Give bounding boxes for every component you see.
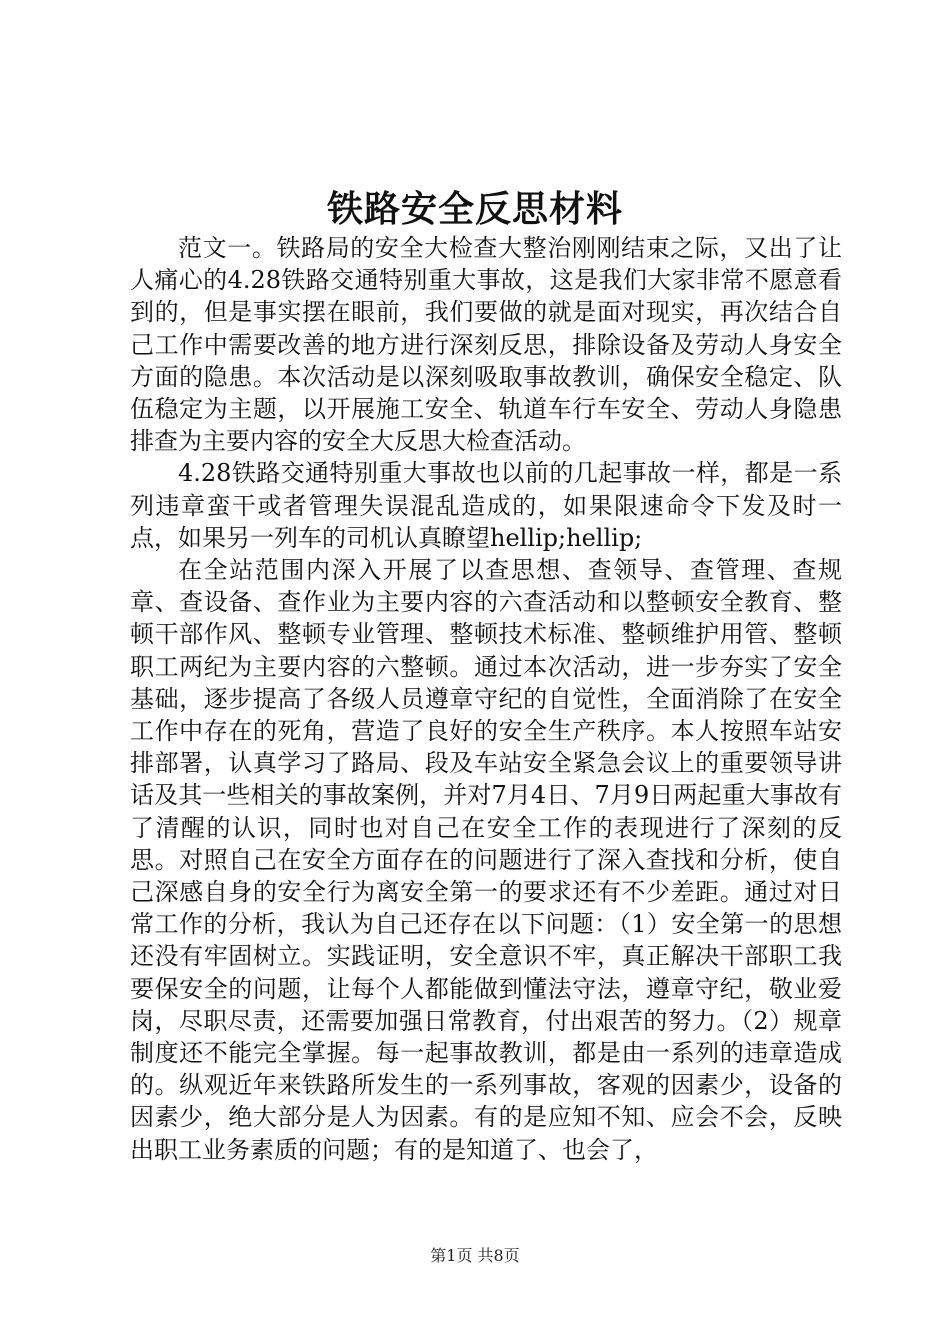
paragraph: 在全站范围内深入开展了以查思想、查领导、查管理、查规章、查设备、查作业为主要内容的六查活动和以整顿安全教育、整顿干部作风、整顿专业管理、整顿技术标准、整顿维护用管、整顿职工两纪为主要内容的六整顿。通过本次活动，进一步夯实了安全基础，逐步提高了各级人员遵章守纪的自觉性，全面消除了在安全工作中存在的死角，营造了良好的安全生产秩序。本人按照车站安排部署，认真学习了路局、段及车站安全紧急会议上的重要领导讲话及其一些相关的事故案例，并对7月4日、7月9日两起重大事故有了清醒的认识，同时也对自己在安全工作的表现进行了深刻的反思。对照自己在安全方面存在的问题进行了深入查找和分析，使自己深感自身的安全行为离安全第一的要求还有不少差距。通过对日常工作的分析，我认为自己还存在以下问题：（1）安全第一的思想还没有牢固树立。实践证明，安全意识不牢，真正解决干部职工我要保安全的问题，让每个人都能做到懂法守法，遵章守纪，敬业爱岗，尽职尽责，还需要加强日常教育，付出艰苦的努力。（2）规章制度还不能完全掌握。每一起事故教训，都是由一系列的违章造成的。纵观近年来铁路所发生的一系列事故，客观的因素少，设备的因素少，绝大部分是人为因素。有的是应知不知、应会不会，反映出职工业务素质的问题；有的是知道了、也会了， <box>130 556 842 1164</box>
document-title: 铁路安全反思材料 <box>326 188 623 230</box>
page-number-footer: 第1页 共8页 <box>430 1246 520 1265</box>
document-body <box>130 232 842 1166</box>
paragraph: 范文一。铁路局的安全大检查大整治刚刚结束之际，又出了让人痛心的4.28铁路交通特别重大事故，这是我们大家非常不愿意看到的，但是事实摆在眼前，我们要做的就是面对现实，再次结合自己工作中需要改善的地方进行深刻反思，排除设备及劳动人身安全方面的隐患。本次活动是以深刻吸取事故教训，确保安全稳定、队伍稳定为主题，以开展施工安全、轨道车行车安全、劳动人身隐患排查为主要内容的安全大反思大检查活动。 <box>130 234 842 456</box>
paragraph: 4.28铁路交通特别重大事故也以前的几起事故一样，都是一系列违章蛮干或者管理失误混乱造成的，如果限速命令下发及时一点，如果另一列车的司机认真瞭望hellip;hellip; <box>130 459 842 552</box>
